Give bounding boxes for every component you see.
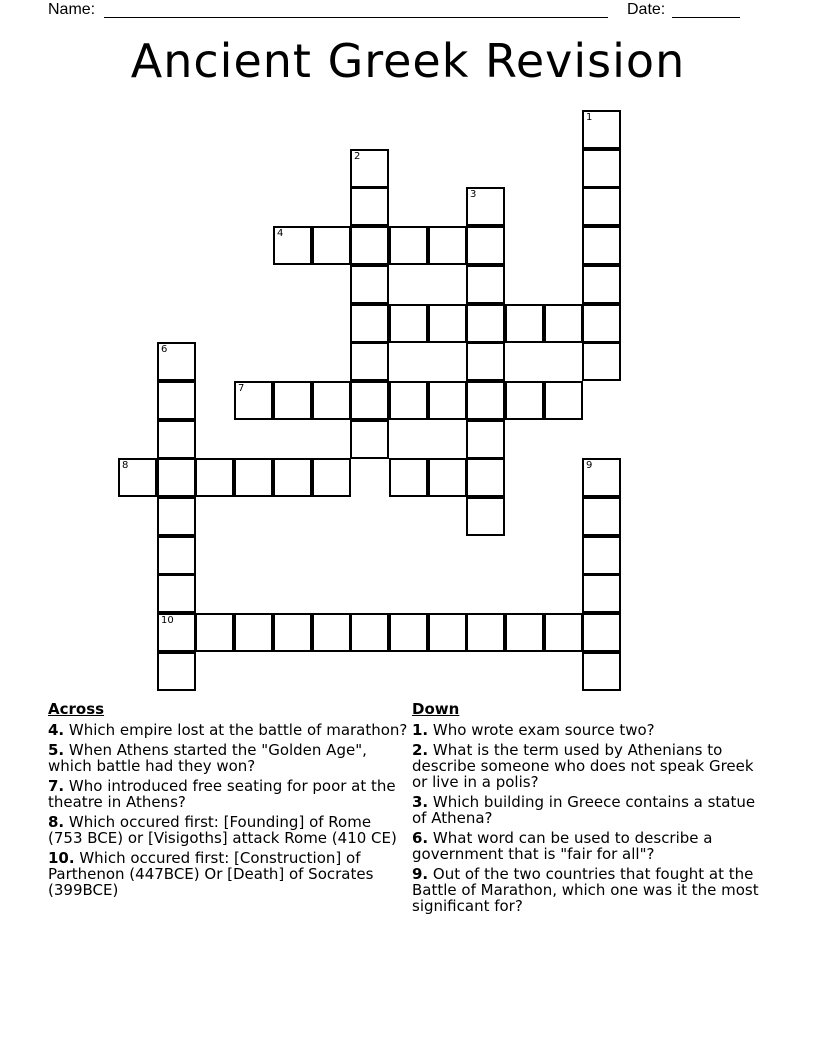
crossword-cell[interactable] (157, 536, 196, 575)
crossword-cell[interactable] (466, 187, 505, 226)
crossword-cell[interactable] (582, 265, 621, 304)
clue-text: What is the term used by Athenians to describe someone who does not speak Greek or live in a polis? (412, 741, 754, 791)
crossword-cell[interactable] (428, 458, 467, 497)
clue-number-label: 8. (48, 813, 65, 831)
crossword-cell[interactable] (466, 265, 505, 304)
crossword-cell[interactable] (505, 381, 544, 420)
crossword-cell[interactable] (582, 652, 621, 691)
crossword-cell[interactable] (582, 536, 621, 575)
crossword-cell[interactable] (273, 613, 312, 652)
crossword-cell[interactable] (466, 613, 505, 652)
clue-number-label: 7. (48, 777, 65, 795)
crossword-cell[interactable] (389, 613, 428, 652)
crossword-cell[interactable] (312, 381, 351, 420)
crossword-cell[interactable] (273, 458, 312, 497)
crossword-cell[interactable] (582, 226, 621, 265)
crossword-cell[interactable] (312, 226, 351, 265)
down-clues (412, 700, 772, 918)
clue-text: Which empire lost at the battle of marathon? (64, 721, 408, 739)
crossword-cell[interactable] (195, 613, 234, 652)
crossword-cell[interactable] (157, 458, 196, 497)
down-clue (412, 830, 772, 862)
crossword-cell[interactable] (350, 226, 389, 265)
crossword-cell[interactable] (389, 381, 428, 420)
clue-number-label: 5. (48, 741, 65, 759)
crossword-cell[interactable] (428, 613, 467, 652)
crossword-cell[interactable] (505, 304, 544, 343)
crossword-cell[interactable] (350, 304, 389, 343)
clue-number: 3 (470, 189, 477, 200)
across-clue (48, 722, 408, 738)
crossword-cell[interactable] (157, 652, 196, 691)
clue-text: When Athens started the "Golden Age", which battle had they won? (48, 741, 367, 775)
crossword-cell[interactable] (544, 381, 583, 420)
clue-number-label: 10. (48, 849, 75, 867)
crossword-cell[interactable] (582, 149, 621, 188)
crossword-cell[interactable] (273, 226, 312, 265)
crossword-cell[interactable] (312, 458, 351, 497)
crossword-cell[interactable] (157, 613, 196, 652)
crossword-cell[interactable] (350, 149, 389, 188)
crossword-cell[interactable] (582, 613, 621, 652)
crossword-cell[interactable] (350, 381, 389, 420)
crossword-cell[interactable] (466, 420, 505, 459)
crossword-cell[interactable] (466, 381, 505, 420)
crossword-cell[interactable] (582, 342, 621, 381)
crossword-cell[interactable] (273, 381, 312, 420)
clue-text: Which occured first: [Founding] of Rome (753 BCE) or [Visigoths] attack Rome (410 CE) (48, 813, 397, 847)
down-clue (412, 794, 772, 826)
crossword-cell[interactable] (582, 497, 621, 536)
crossword-cell[interactable] (157, 574, 196, 613)
clue-text: Which building in Greece contains a statue of Athena? (412, 793, 756, 827)
crossword-cell[interactable] (157, 420, 196, 459)
clue-number: 8 (122, 460, 129, 471)
crossword-cell[interactable] (582, 574, 621, 613)
date-label: Date: (627, 1, 666, 18)
name-blank-line[interactable] (104, 17, 608, 18)
crossword-cell[interactable] (234, 613, 273, 652)
crossword-cell[interactable] (389, 226, 428, 265)
crossword-cell[interactable] (312, 613, 351, 652)
clue-text: What word can be used to describe a government that is "fair for all"? (412, 829, 713, 863)
clue-number: 6 (161, 344, 168, 355)
crossword-cell[interactable] (466, 226, 505, 265)
clue-text: Who wrote exam source two? (428, 721, 655, 739)
down-clue (412, 866, 772, 914)
clue-number-label: 3. (412, 793, 429, 811)
clue-text: Out of the two countries that fought at the Battle of Marathon, which one was it the most significant for? (412, 865, 759, 915)
clue-number-label: 4. (48, 721, 65, 739)
clue-number-label: 1. (412, 721, 429, 739)
across-clue (48, 742, 408, 774)
crossword-cell[interactable] (195, 458, 234, 497)
across-heading: Across (48, 700, 105, 718)
crossword-cell[interactable] (466, 304, 505, 343)
across-clue (48, 814, 408, 846)
page-title: Ancient Greek Revision (130, 34, 686, 88)
crossword-cell[interactable] (157, 342, 196, 381)
crossword-cell[interactable] (582, 187, 621, 226)
crossword-cell[interactable] (582, 110, 621, 149)
clue-number-label: 9. (412, 865, 429, 883)
crossword-cell[interactable] (505, 613, 544, 652)
down-clue (412, 722, 772, 738)
crossword-cell[interactable] (350, 342, 389, 381)
clue-text: Which occured first: [Construction] of Parthenon (447BCE) Or [Death] of Socrates (399BCE) (48, 849, 374, 899)
crossword-cell[interactable] (389, 458, 428, 497)
across-clue (48, 850, 408, 898)
clue-number: 1 (586, 112, 593, 123)
clue-number-label: 2. (412, 741, 429, 759)
clue-number: 7 (238, 383, 245, 394)
crossword-cell[interactable] (234, 458, 273, 497)
worksheet-header (0, 0, 816, 24)
across-clues (48, 700, 408, 902)
crossword-cell[interactable] (582, 304, 621, 343)
clue-text: Who introduced free seating for poor at the theatre in Athens? (48, 777, 396, 811)
crossword-cell[interactable] (350, 187, 389, 226)
name-label: Name: (48, 1, 96, 18)
crossword-cell[interactable] (118, 458, 157, 497)
crossword-cell[interactable] (350, 265, 389, 304)
crossword-cell[interactable] (157, 497, 196, 536)
date-blank-line[interactable] (672, 17, 740, 18)
clue-number: 4 (277, 228, 284, 239)
crossword-cell[interactable] (389, 304, 428, 343)
crossword-cell[interactable] (544, 613, 583, 652)
crossword-cell[interactable] (350, 420, 389, 459)
crossword-cell[interactable] (157, 381, 196, 420)
across-clue (48, 778, 408, 810)
clue-number: 9 (586, 460, 593, 471)
crossword-cell[interactable] (428, 381, 467, 420)
crossword-cell[interactable] (234, 381, 273, 420)
crossword-cell[interactable] (544, 304, 583, 343)
clue-number: 2 (354, 151, 361, 162)
crossword-cell[interactable] (466, 497, 505, 536)
crossword-cell[interactable] (350, 613, 389, 652)
down-heading: Down (412, 700, 460, 718)
down-clue (412, 742, 772, 790)
crossword-cell[interactable] (466, 458, 505, 497)
crossword-cell[interactable] (582, 458, 621, 497)
crossword-cell[interactable] (428, 226, 467, 265)
clue-number: 10 (161, 615, 174, 626)
crossword-cell[interactable] (428, 304, 467, 343)
crossword-cell[interactable] (466, 342, 505, 381)
clue-number-label: 6. (412, 829, 429, 847)
